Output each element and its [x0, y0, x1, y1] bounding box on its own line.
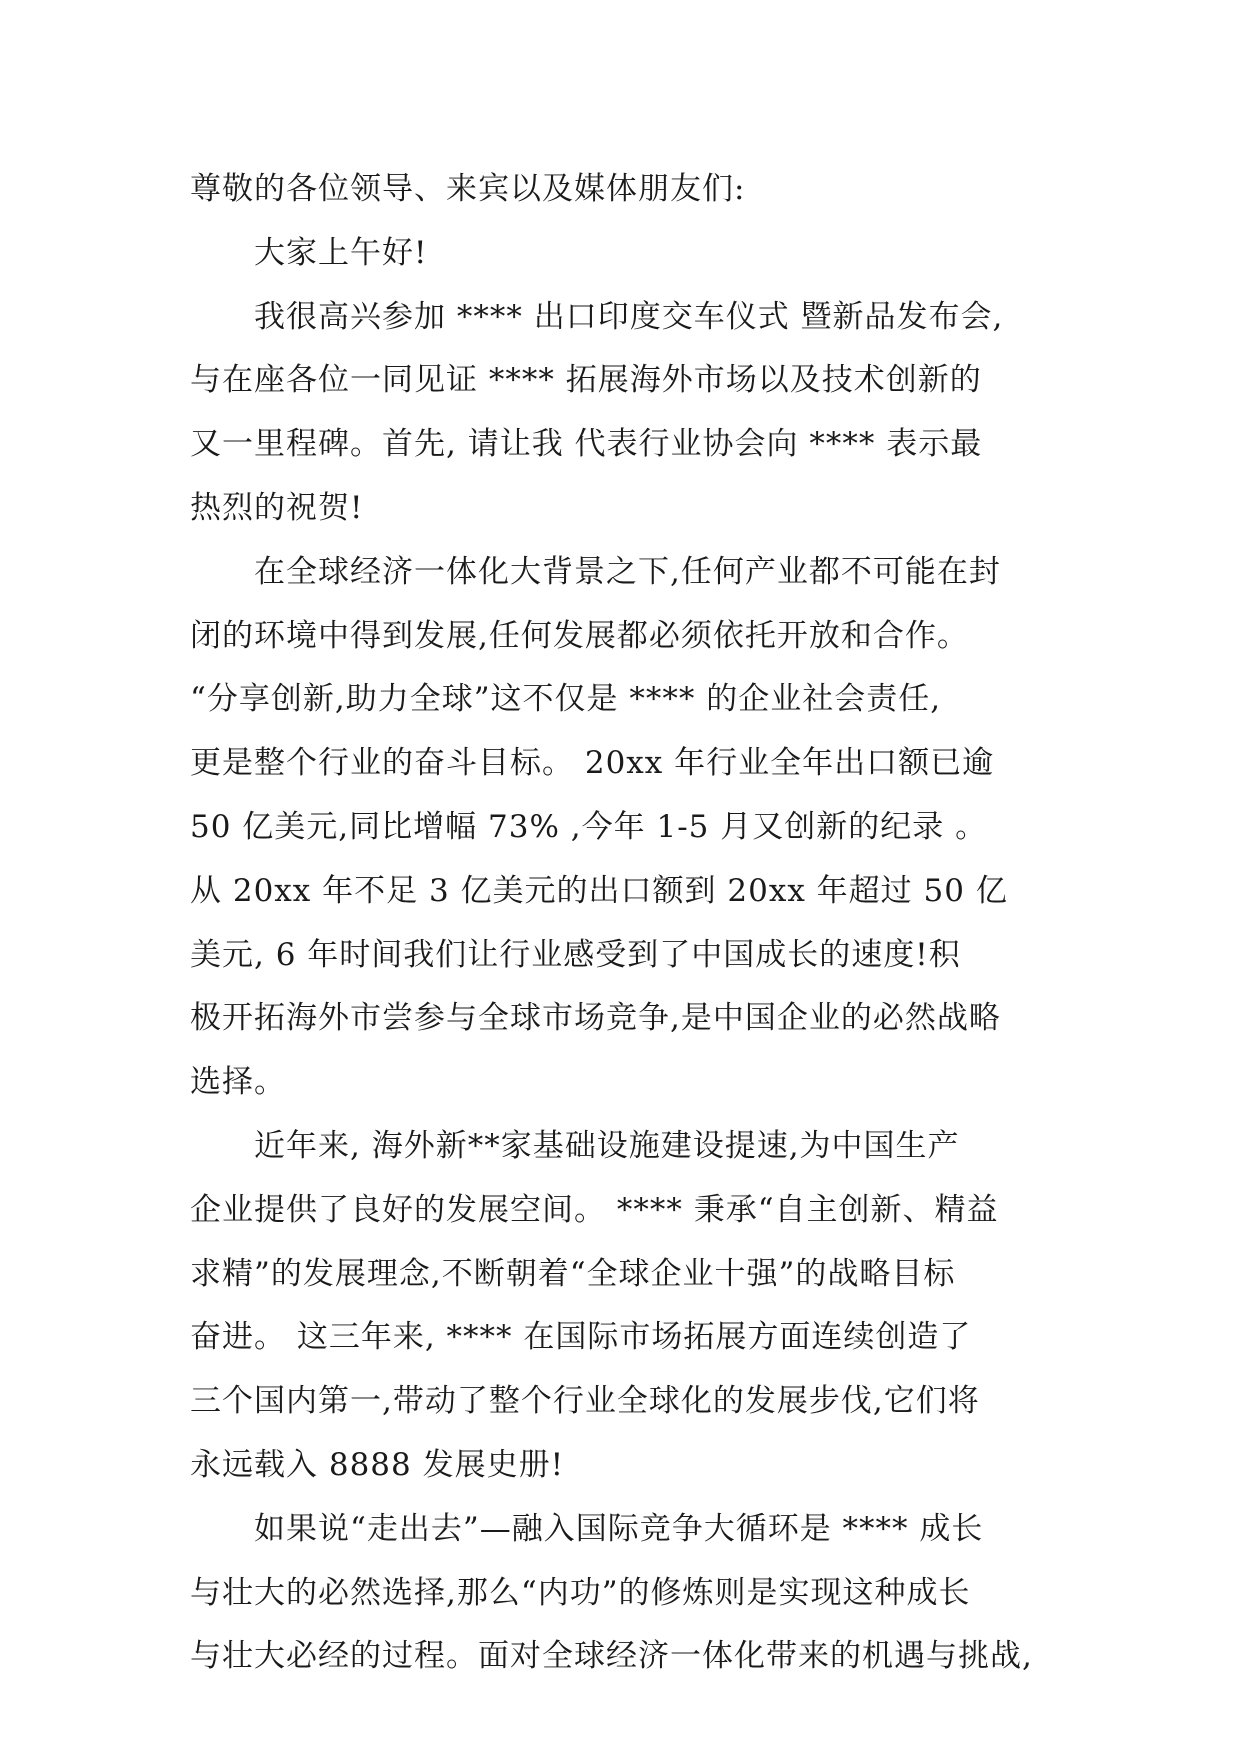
paragraph-going-out	[190, 1498, 1070, 1689]
document-body	[190, 158, 1070, 1689]
paragraph-greeting	[190, 222, 1070, 286]
text-line: 更是整个行业的奋斗目标。 20xx 年行业全年出口额已逾	[190, 745, 995, 782]
text-line: 美元, 6 年时间我们让行业感受到了中国成长的速度!积	[190, 936, 961, 973]
text-line: 选择。	[190, 1064, 286, 1101]
text-line: 求精”的发展理念,不断朝着“全球企业十强”的战略目标	[190, 1255, 956, 1292]
text-line: 我很高兴参加 **** 出口印度交车仪式 暨新品发布会,	[254, 298, 1004, 335]
text-line: 又一里程碑。首先, 请让我 代表行业协会向 **** 表示最	[190, 426, 983, 463]
text-line: 永远载入 8888 发展史册!	[190, 1446, 565, 1483]
text-line: “分享创新,助力全球”这不仅是 **** 的企业社会责任,	[190, 681, 942, 718]
text-line: 与壮大的必然选择,那么“内功”的修炼则是实现这种成长	[190, 1574, 971, 1611]
text-line: 极开拓海外市尝参与全球市场竞争,是中国企业的必然战略	[190, 1000, 1001, 1037]
text-line: 近年来, 海外新**家基础设施建设提速,为中国生产	[254, 1127, 960, 1164]
text-line: 三个国内第一,带动了整个行业全球化的发展步伐,它们将	[190, 1383, 980, 1420]
text-line: 与壮大必经的过程。面对全球经济一体化带来的机遇与挑战,	[190, 1638, 1033, 1675]
text-line: 热烈的祝贺!	[190, 489, 364, 526]
text-line: 闭的环境中得到发展,任何发展都必须依托开放和合作。	[190, 617, 969, 654]
paragraph-globalization	[190, 541, 1070, 1115]
text-line: 奋进。 这三年来, **** 在国际市场拓展方面连续创造了	[190, 1319, 972, 1356]
text-line: 50 亿美元,同比增幅 73% ,今年 1-5 月又创新的纪录 。	[190, 808, 988, 845]
text-line: 尊敬的各位领导、来宾以及媒体朋友们:	[190, 171, 746, 207]
text-line: 如果说“走出去”—融入国际竞争大循环是 **** 成长	[254, 1510, 984, 1547]
text-line: 在全球经济一体化大背景之下,任何产业都不可能在封	[254, 553, 1001, 590]
text-line: 企业提供了良好的发展空间。 **** 秉承“自主创新、精益	[190, 1191, 999, 1228]
paragraph-recent-years	[190, 1115, 1070, 1498]
text-line: 从 20xx 年不足 3 亿美元的出口额到 20xx 年超过 50 亿	[190, 872, 1008, 909]
paragraph-congratulation	[190, 286, 1070, 541]
text-line: 大家上午好!	[254, 234, 428, 271]
paragraph-salutation	[190, 158, 1070, 222]
text-line: 与在座各位一同见证 **** 拓展海外市场以及技术创新的	[190, 362, 982, 399]
